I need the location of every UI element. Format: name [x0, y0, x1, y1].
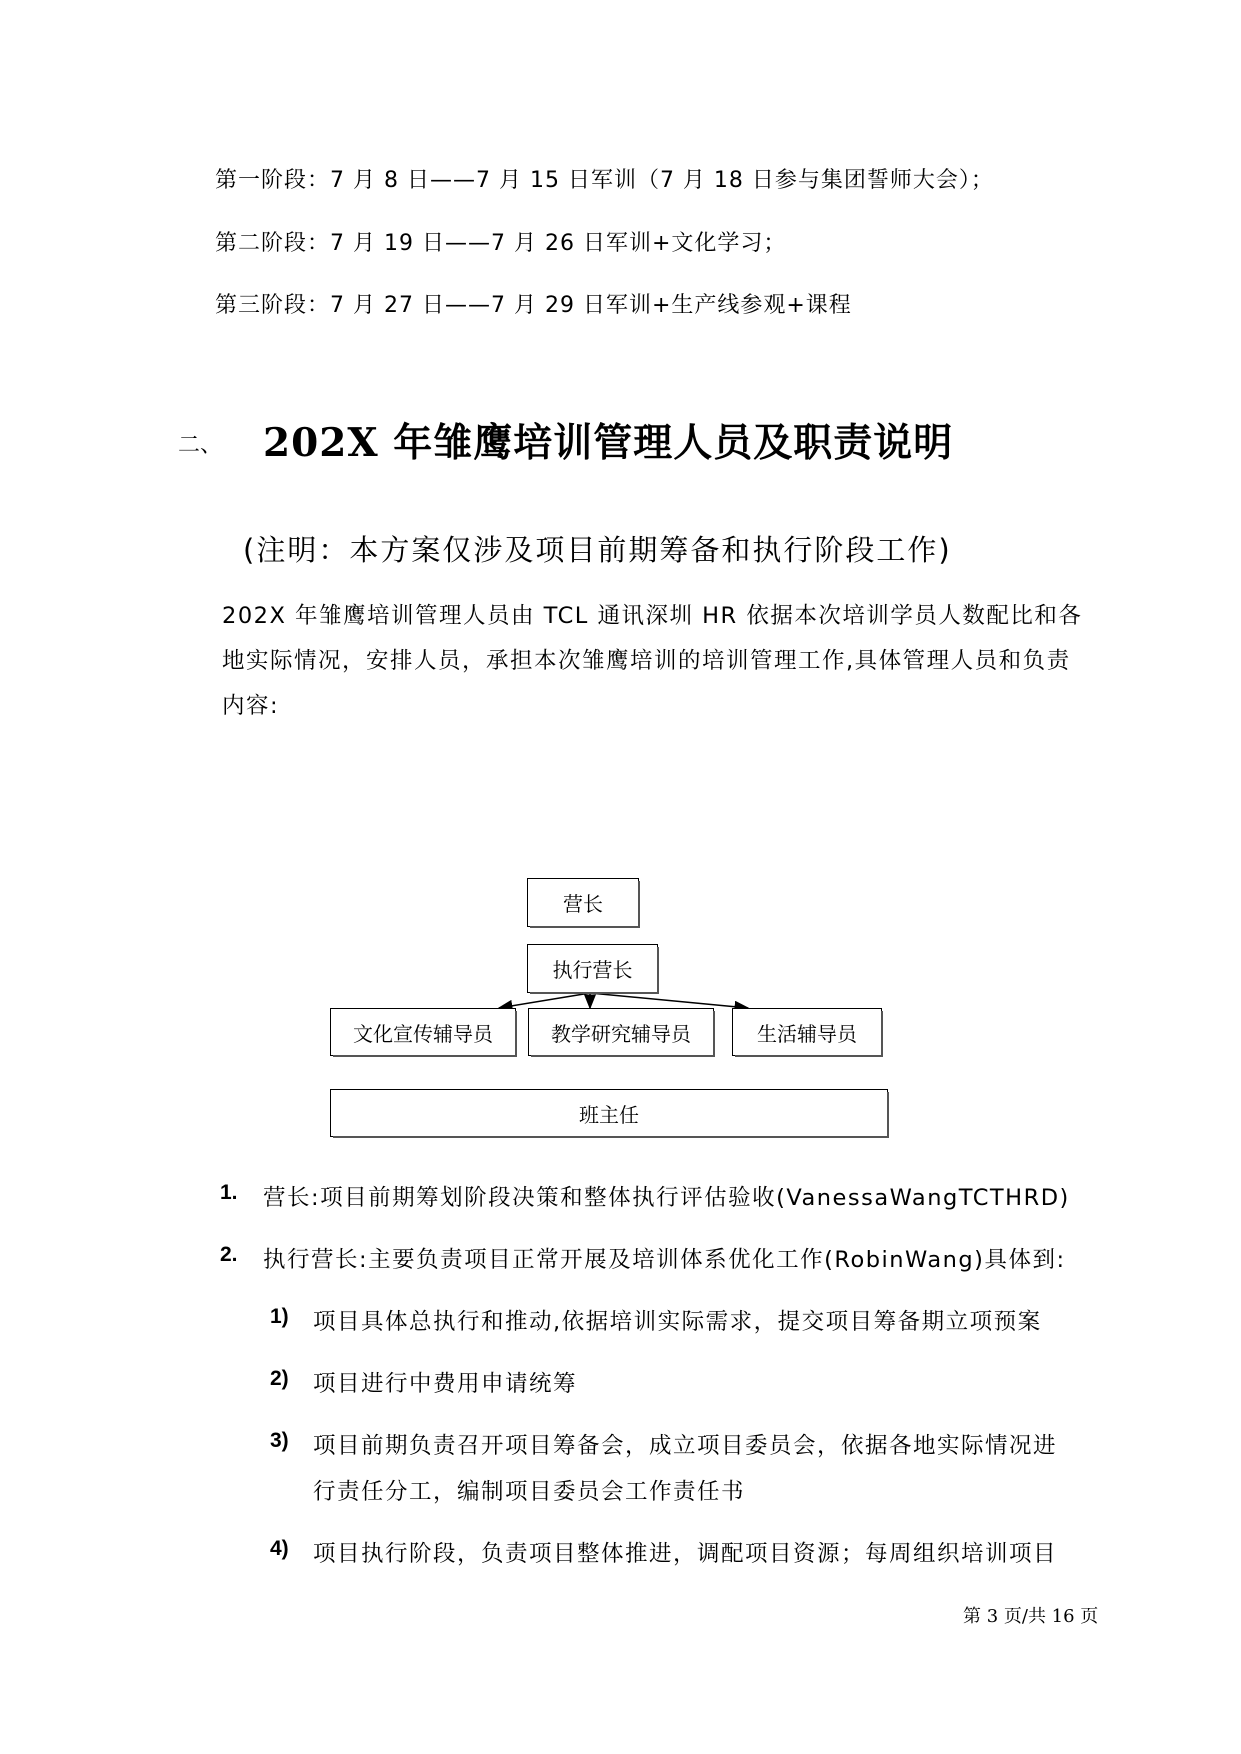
arrow-to-life — [590, 993, 748, 1008]
section-note: (注明：本方案仅涉及项目前期筹备和执行阶段工作) — [243, 533, 952, 567]
sublist-item-number: 4) — [270, 1537, 289, 1560]
list-item-number: 2. — [220, 1243, 238, 1266]
intro-line-2: 地实际情况，安排人员，承担本次雏鹰培训的培训管理工作,具体管理人员和负责 — [222, 648, 1071, 674]
org-executive-leader: 执行营长 — [527, 944, 658, 993]
list-item-number: 1. — [220, 1181, 238, 1204]
phase-3: 第三阶段：7 月 27 日——7 月 29 日军训+生产线参观+课程 — [215, 293, 852, 318]
org-head-teacher: 班主任 — [330, 1089, 888, 1137]
intro-line-3: 内容: — [222, 693, 280, 719]
sublist-item-number: 1) — [270, 1305, 289, 1328]
sublist-item-text-cont: 行责任分工，编制项目委员会工作责任书 — [313, 1479, 746, 1505]
sublist-item-text: 项目进行中费用申请统筹 — [313, 1371, 578, 1397]
sublist-item-text: 项目执行阶段，负责项目整体推进，调配项目资源；每周组织培训项目 — [313, 1541, 1058, 1567]
org-camp-leader: 营长 — [527, 878, 639, 927]
sublist-item-text: 项目具体总执行和推动,依据培训实际需求，提交项目筹备期立项预案 — [313, 1309, 1042, 1335]
list-item-text: 执行营长:主要负责项目正常开展及培训体系优化工作(RobinWang)具体到: — [263, 1247, 1066, 1273]
sublist-item-number: 3) — [270, 1429, 289, 1452]
org-life-counselor: 生活辅导员 — [732, 1008, 882, 1056]
section-title: 202X 年雏鹰培训管理人员及职责说明 — [263, 420, 954, 466]
phase-2: 第二阶段：7 月 19 日——7 月 26 日军训+文化学习； — [215, 231, 787, 256]
org-culture-counselor: 文化宣传辅导员 — [330, 1008, 516, 1056]
arrow-to-culture — [499, 993, 590, 1008]
sublist-item-number: 2) — [270, 1367, 289, 1390]
page-footer: 第 3 页/共 16 页 — [963, 1606, 1099, 1627]
phase-1: 第一阶段：7 月 8 日——7 月 15 日军训（7 月 18 日参与集团誓师大会）； — [215, 168, 994, 193]
org-teaching-counselor: 教学研究辅导员 — [528, 1008, 714, 1056]
intro-line-1: 202X 年雏鹰培训管理人员由 TCL 通讯深圳 HR 依据本次培训学员人数配比和各 — [222, 603, 1083, 629]
sublist-item-text: 项目前期负责召开项目筹备会，成立项目委员会，依据各地实际情况进 — [313, 1433, 1058, 1459]
list-item-text: 营长:项目前期筹划阶段决策和整体执行评估验收(VanessaWangTCTHRD) — [263, 1185, 1070, 1211]
section-number: 二、 — [178, 433, 223, 458]
